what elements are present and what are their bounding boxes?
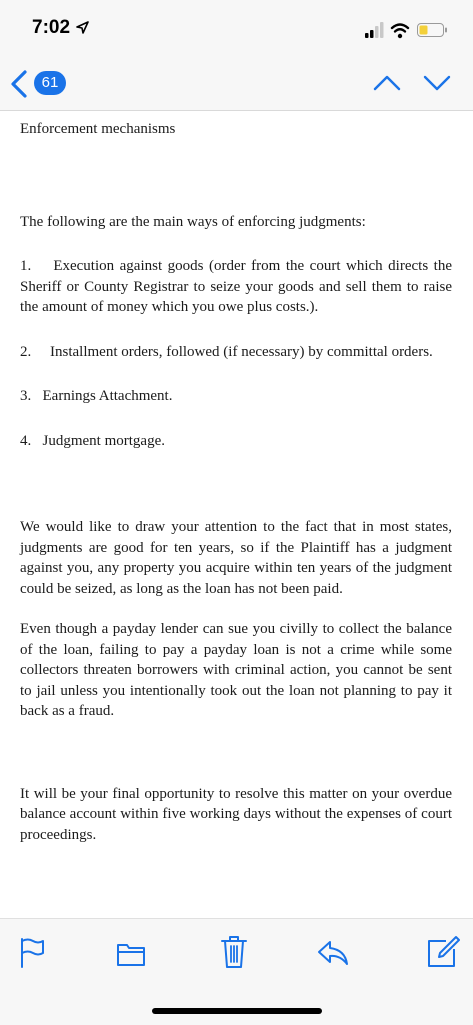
list-item [20,342,452,363]
chevron-down-icon[interactable] [423,74,451,92]
status-time: 7:02 [32,17,71,38]
battery-icon [418,24,448,37]
list-item-text: Earnings Attachment. [42,388,173,404]
message-paragraph: It will be your final opportunity to resolve this matter on your overdue balance account within five working days without the expenses of court proceedings. [20,785,452,843]
chevron-up-icon[interactable] [373,74,401,92]
status-bar [0,0,473,58]
home-indicator[interactable] [152,1008,322,1014]
message-heading: Enforcement mechanisms [20,121,176,137]
location-arrow-icon [76,21,89,34]
list-item-text: Execution against goods (order from the court which directs the Sheriff or County Registrar to seize your goods and sell them to raise the amount of money which you owe plus costs.). [20,258,452,315]
trash-icon[interactable] [220,935,248,969]
mail-nav-bar [0,58,473,111]
reply-icon[interactable] [316,939,350,967]
list-item [20,386,452,407]
message-intro: The following are the main ways of enforcing judgments: [20,213,366,230]
list-item-number: 1. [20,258,32,274]
message-paragraph: Even though a payday lender can sue you civilly to collect the balance of the loan, failing to pay a payday loan is not a crime while some collectors threaten borrowers with criminal action, you cannot be sent to jail unless you intentionally took out the loan not planning to pay it back as a fraud. [20,621,452,719]
list-item-number: 4. [20,432,32,449]
chevron-left-icon[interactable] [10,70,28,98]
message-body[interactable] [0,111,473,917]
wifi-icon [392,25,408,39]
compose-icon[interactable] [426,935,460,969]
signal-icon [365,22,384,38]
folder-icon[interactable] [116,941,146,967]
list-item-text: Installment orders, followed (if necessary) by committal orders. [50,343,433,360]
flag-icon[interactable] [20,937,46,969]
list-item [20,431,452,452]
list-item [20,256,452,318]
status-icons [365,20,455,40]
message-paragraph: We would like to draw your attention to the fact that in most states, judgments are good for ten years, so if the Plaintiff has a judgment against you, any property you acquire within ten years of the judgment could be seized, as long as the loan has not been paid. [20,519,452,597]
list-item-number: 2. [20,343,32,360]
unread-count-badge[interactable]: 61 [34,71,66,95]
list-item-number: 3. [20,388,32,404]
list-item-text: Judgment mortgage. [42,432,165,449]
message-document [0,111,473,845]
